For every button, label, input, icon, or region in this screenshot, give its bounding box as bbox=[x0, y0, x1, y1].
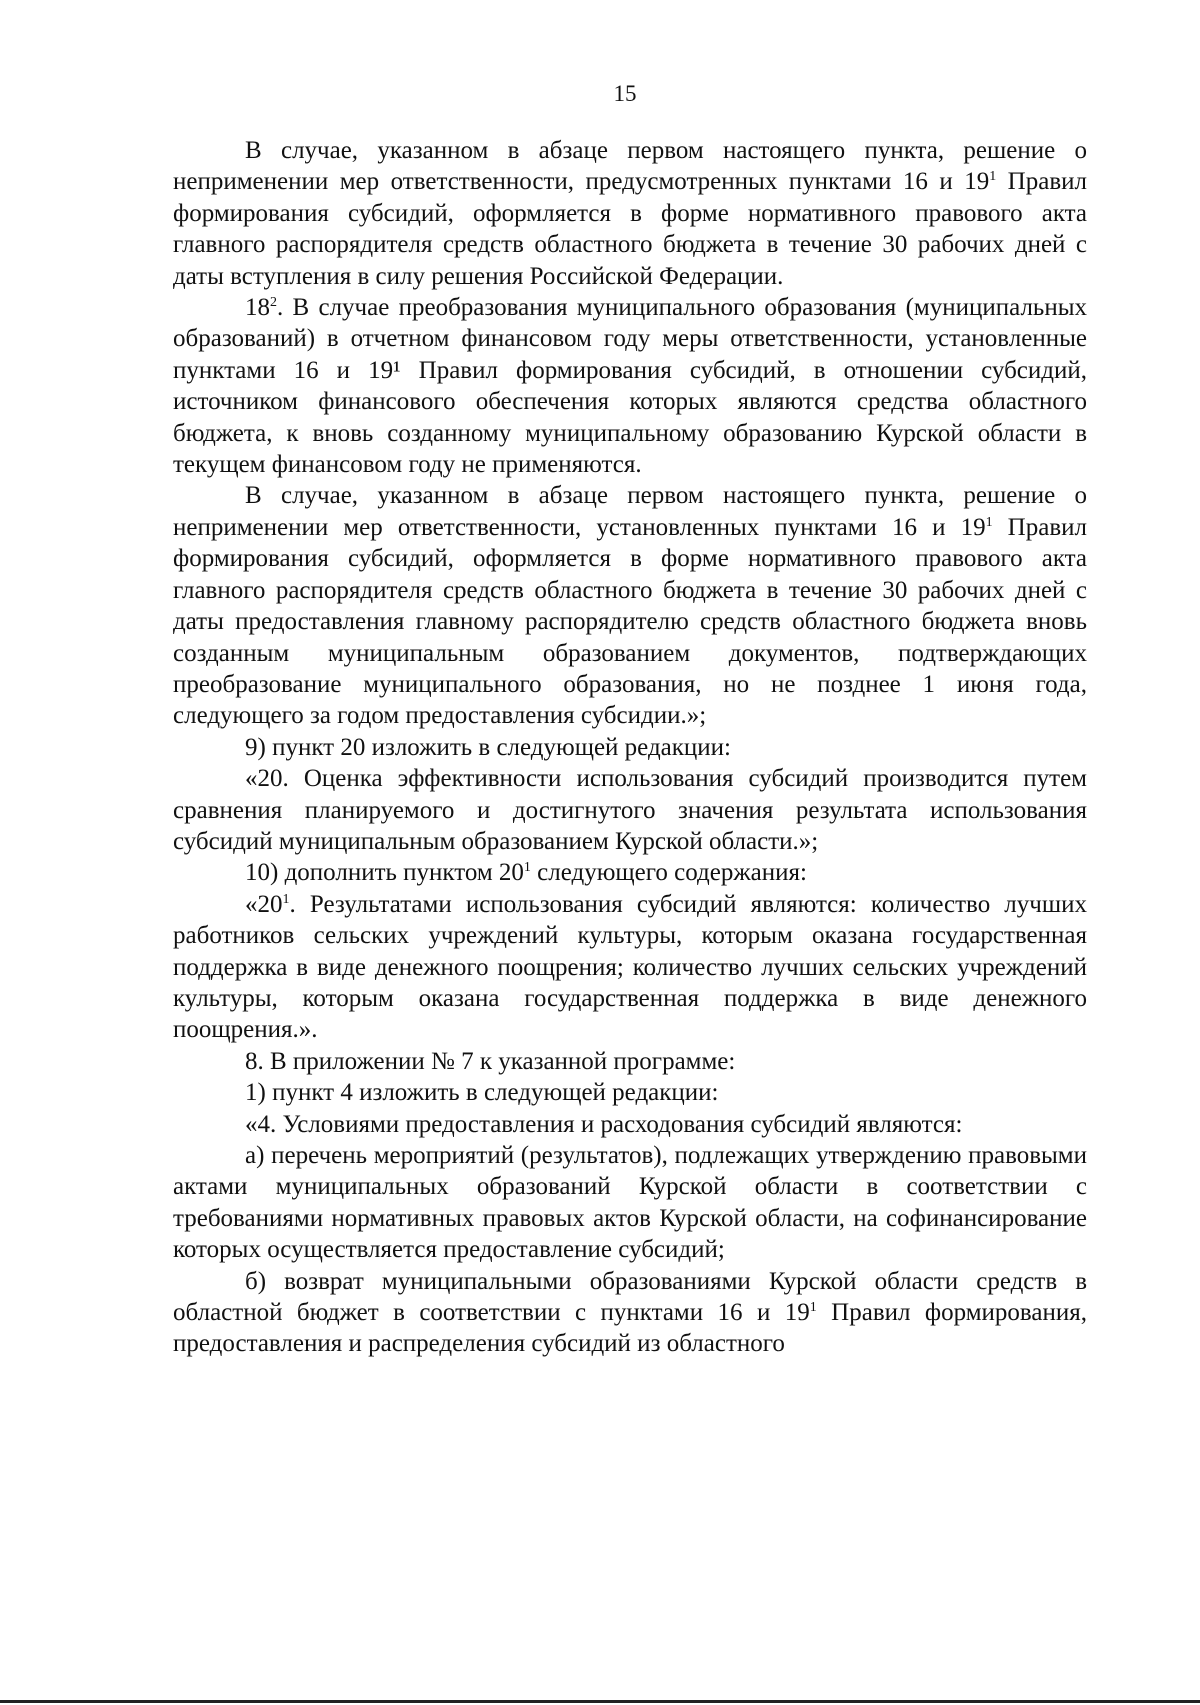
paragraph: 10) дополнить пунктом $20^1$ следующего содержания: bbox=[245, 859, 807, 887]
paragraph: 8. В приложении № 7 к указанной программе: bbox=[245, 1047, 736, 1075]
paragraph: а) перечень мероприятий (результатов), подлежащих утверждению правовыми актами муниципальных образований Курской области в соответствии с требованиями нормативных правовых актов Курской области, на софинансирование которых осуществляется предоставление субсидий; bbox=[173, 1142, 1087, 1264]
paragraph: В случае, указанном в абзаце первом настоящего пункта, решение о неприменении мер ответственности, предусмотренных пунктами 16 и $19^1$ Правил формирования субсидий, оформляется в форме нормативного правового акта главного распорядителя средств областного бюджета в течение 30 рабочих дней с даты вступления в силу решения Российской Федерации. bbox=[173, 137, 1087, 290]
page-bottom-edge bbox=[0, 1700, 1200, 1703]
page-number: 15 bbox=[613, 81, 637, 106]
paragraph: «20. Оценка эффективности использования субсидий производится путем сравнения планируемого и достигнутого значения результата использования субсидий муниципальным образованием Курской области.»; bbox=[173, 765, 1087, 855]
paragraph: б) возврат муниципальными образованиями Курской области средств в областной бюджет в соответствии с пунктами 16 и $19^1$ Правил формирования, предоставления и распределения субсидий из областного bbox=[173, 1267, 1087, 1358]
paragraph: 1) пункт 4 изложить в следующей редакции: bbox=[245, 1079, 719, 1107]
paragraph: «4. Условиями предоставления и расходования субсидий являются: bbox=[245, 1110, 963, 1138]
document-body bbox=[173, 135, 1087, 1360]
paragraph: В случае, указанном в абзаце первом настоящего пункта, решение о неприменении мер ответственности, установленных пунктами 16 и $19^1$ Правил формирования субсидий, оформляется в форме нормативного правового акта главного распорядителя средств областного бюджета в течение 30 рабочих дней с даты предоставления главному распорядителю средств областного бюджета вновь созданным муниципальным образованием документов, подтверждающих преобразование муниципального образования, но не позднее 1 июня года, следующего за годом предоставления субсидии.»; bbox=[173, 482, 1087, 730]
paragraph: $18^2$. В случае преобразования муниципального образования (муниципальных образований) в отчетном финансовом году меры ответственности, установленные пунктами 16 и 19¹ Правил формирования субсидий, в отношении субсидий, источником финансового обеспечения которых являются средства областного бюджета, к вновь созданному муниципальному образованию Курской области в текущем финансовом году не применяются. bbox=[173, 294, 1087, 479]
paragraph: «$20^1$. Результатами использования субсидий являются: количество лучших работников сельских учреждений культуры, которым оказана государственная поддержка в виде денежного поощрения; количество лучших сельских учреждений культуры, которым оказана государственная поддержка в виде денежного поощрения.». bbox=[173, 890, 1087, 1044]
paragraph: 9) пункт 20 изложить в следующей редакции: bbox=[245, 733, 731, 761]
